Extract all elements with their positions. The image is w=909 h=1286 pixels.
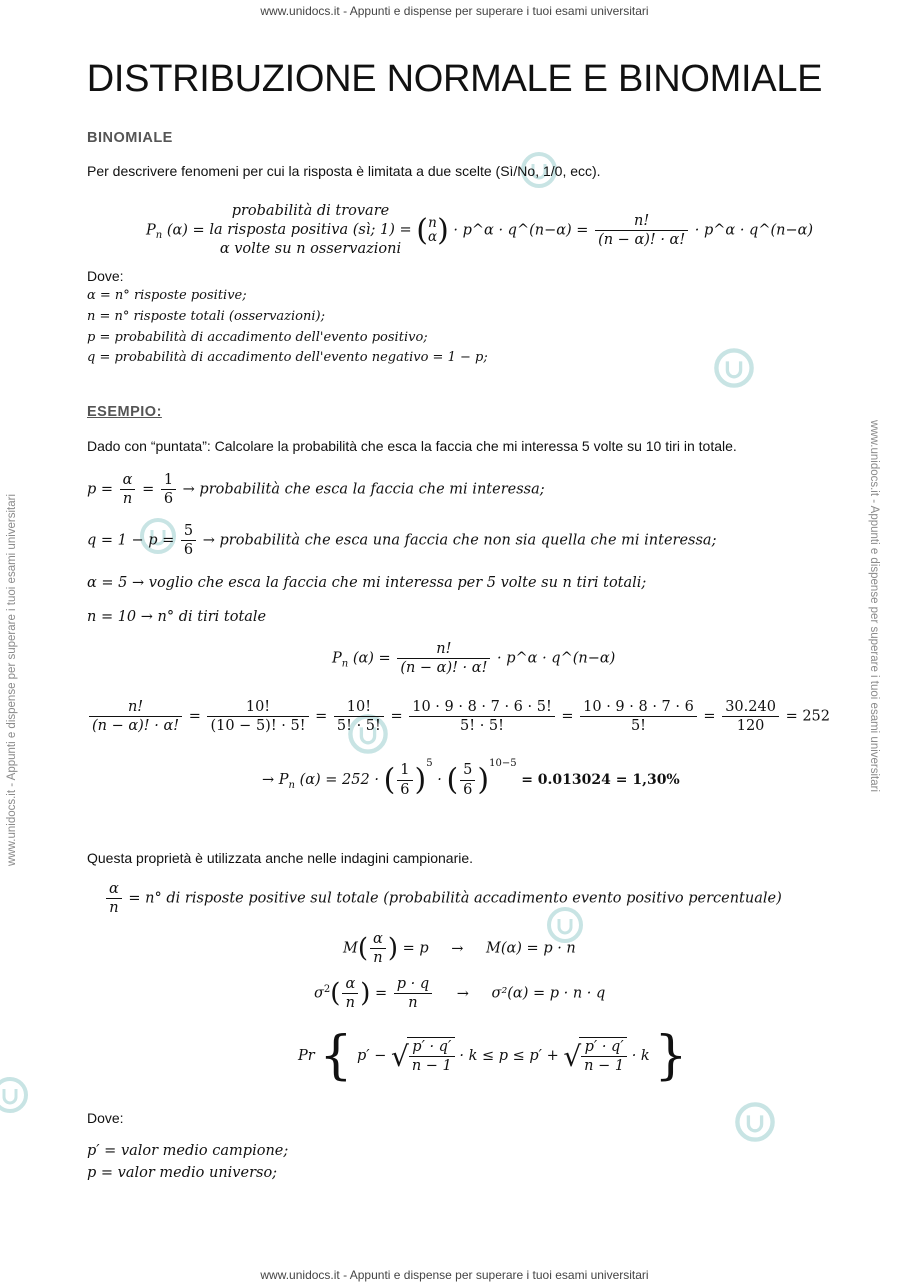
final-frac-b: [460, 761, 475, 798]
p-line-fraction-1: [120, 471, 136, 508]
mean-den: n: [373, 950, 383, 967]
formula2-lhs: P: [332, 650, 342, 667]
binom-top: n: [428, 215, 437, 232]
var-den: n: [345, 995, 355, 1012]
desc-line-3: α volte su n osservazioni: [219, 240, 402, 257]
dove-label-1: Dove:: [87, 268, 124, 284]
q-line: [87, 522, 716, 559]
formula-description: [209, 202, 411, 259]
ratio-fraction: [106, 880, 122, 917]
calc-frac-2: [207, 698, 308, 735]
final-result: = 0.013024 = 1,30%: [521, 772, 680, 788]
binom-bottom: α: [427, 229, 438, 246]
binomial-coefficient: [428, 216, 437, 244]
final-a-exp: 5: [426, 758, 433, 769]
p-line-lhs: p =: [87, 481, 114, 498]
calc-f5-num: 10 · 9 · 8 · 7 · 6: [580, 698, 697, 717]
binomial-formula: $P_n$ (α) = probabilità di trovare la risposta positiva (sì; 1) = α volte su n osservazioni ( n α ) · p^α · q^(n−α) = $\frac{n!}{(n - \alpha)! \cdot \alpha!}$ · p^α · q^(n−α): [146, 203, 814, 257]
ratio-num: α: [106, 880, 122, 899]
definition-p-prime: p′ = valor medio campione;: [87, 1143, 289, 1159]
calc-f6-den: 120: [736, 718, 765, 735]
right-side-watermark: www.unidocs.it - Appunti e dispense per superare i tuoi esami universitari: [868, 420, 880, 793]
calc-frac-1: [89, 698, 182, 735]
desc-line-1: probabilità di trovare: [231, 203, 390, 219]
var-result-fraction: [394, 975, 432, 1012]
formula2-fraction: [397, 640, 490, 677]
var-arrow: →: [456, 985, 469, 1002]
section-heading-esempio: ESEMPIO:: [87, 404, 162, 420]
var-eq: =: [375, 985, 388, 1002]
definition-p: p = probabilità di accadimento dell'evento positivo;: [87, 330, 428, 345]
calc-frac-3: [334, 698, 384, 735]
calc-f5-den: 5!: [630, 718, 647, 735]
ratio-line: [104, 880, 782, 917]
formula2-den: (n − α)! · α!: [400, 660, 488, 677]
p-line-eq: =: [142, 481, 155, 498]
binomiale-intro: Per descrivere fenomeni per cui la risposta è limitata a due scelte (Sì/No, 1/0, ecc).: [87, 163, 601, 179]
calc-frac-6: [722, 698, 779, 735]
definition-alpha: α = n° risposte positive;: [87, 288, 247, 303]
calc-f4-den: 5! · 5!: [460, 718, 504, 735]
unidocs-logo-icon: [712, 346, 756, 390]
q-frac-num: 5: [181, 522, 196, 541]
final-b-exp: 10−5: [489, 758, 517, 769]
formula2-tail: · p^α · q^(n−α): [497, 650, 616, 667]
interval-mid: · k ≤ p ≤ p′ +: [459, 1048, 559, 1064]
calc-f2-den: (10 − 5)! · 5!: [210, 718, 306, 735]
final-arg: (α) = 252 ·: [299, 772, 379, 788]
final-b-den: 6: [463, 781, 473, 798]
calc-f3-num: 10!: [334, 698, 384, 717]
formula2-lhs-arg: (α) =: [352, 650, 391, 667]
p-frac2-num: 1: [161, 471, 176, 490]
dove-label-2: Dove:: [87, 1110, 124, 1126]
mean-arrow: →: [451, 940, 464, 957]
formula-tail: · p^α · q^(n−α): [694, 222, 814, 239]
var-fraction: [342, 975, 358, 1012]
unidocs-logo-icon: [0, 1075, 30, 1115]
var-r-num: p · q: [394, 975, 432, 994]
mean-line: M( $\frac{\alpha}{n}$ ) = p → M(α) = p · n: [343, 931, 576, 967]
interval-end: · k: [631, 1048, 650, 1064]
p-frac1-num: α: [120, 471, 136, 490]
mean-rhs: M(α) = p · n: [486, 940, 576, 957]
definition-p-universe: p = valor medio universo;: [87, 1165, 278, 1181]
variance-line: $\sigma^2$( $\frac{\alpha}{n}$ ) = $\frac{p \cdot q}{n}$ → σ²(α) = p · n · q: [314, 976, 606, 1012]
p-line-desc: → probabilità che esca la faccia che mi interessa;: [182, 481, 545, 498]
sqrt2-den: n − 1: [584, 1058, 625, 1074]
calc-f6-num: 30.240: [722, 698, 779, 717]
calc-frac-5: [580, 698, 697, 735]
formula2-lhs-sub: n: [341, 658, 349, 670]
mean-lhs: M: [343, 940, 358, 957]
calc-f1-den: (n − α)! · α!: [92, 718, 180, 735]
p-frac1-den: n: [122, 491, 133, 508]
formula-middle: · p^α · q^(n−α) =: [453, 222, 589, 239]
formula-lhs-sub: n: [155, 230, 163, 242]
interval-sqrt-2: [579, 1037, 627, 1075]
calc-f4-num: 10 · 9 · 8 · 7 · 6 · 5!: [409, 698, 555, 717]
n-line: n = 10 → n° di tiri totale: [87, 609, 267, 625]
formula-fraction: [595, 212, 688, 249]
final-frac-a: [397, 761, 412, 798]
formula-lhs: P: [146, 222, 156, 239]
q-line-desc: → probabilità che esca una faccia che non sia quella che mi interessa;: [202, 532, 717, 549]
calc-line: $\frac{n!}{(n - \alpha)! \cdot \alpha!}$ = $\frac{10!}{(10 - 5)! \cdot 5!}$ = $\frac{10!}{5! \cdot 5!}$ = $\frac{10 \cdot 9 \cdot 8 \cdot 7 \cdot 6 \cdot 5!}{5! \cdot 5!}$ = $\frac{10 \cdot 9 \cdot 8 \cdot 7 \cdot 6}{5!}$ = $\frac{30.240}{120}$ = 252: [87, 698, 830, 735]
calc-f3-den: 5! · 5!: [336, 718, 381, 735]
mean-num: α: [370, 930, 386, 949]
q-line-fraction: [181, 522, 196, 559]
calc-frac-4: [409, 698, 555, 735]
section-heading-binomiale: BINOMIALE: [87, 130, 173, 146]
final-b-num: 5: [460, 761, 475, 780]
calc-result: = 252: [785, 708, 830, 725]
ratio-desc: = n° di risposte positive sul totale (probabilità accadimento evento positivo percentuale): [128, 890, 782, 907]
alpha-line: α = 5 → voglio che esca la faccia che mi interessa per 5 volte su n tiri totali;: [87, 575, 647, 591]
interval-sqrt-1: [407, 1037, 455, 1075]
q-frac-den: 6: [183, 542, 194, 559]
unidocs-logo-icon: [733, 1100, 777, 1144]
calc-f2-num: 10!: [207, 698, 308, 717]
sqrt1-num: p′ · q′: [409, 1038, 455, 1057]
esempio-problem: Dado con “puntata”: Calcolare la probabilità che esca la faccia che mi interessa 5 volte su 10 tiri in totale.: [87, 438, 737, 454]
footer-watermark: www.unidocs.it - Appunti e dispense per superare i tuoi esami universitari: [260, 1268, 649, 1282]
sqrt2-num: p′ · q′: [581, 1038, 627, 1057]
p-frac2-den: 6: [163, 491, 174, 508]
calc-f1-num: n!: [89, 698, 182, 717]
ratio-den: n: [109, 900, 119, 917]
mean-fraction: [370, 930, 386, 967]
mean-eq: = p: [402, 940, 429, 957]
fraction-num: n!: [595, 212, 688, 231]
final-a-den: 6: [400, 781, 410, 798]
formula-2: [332, 640, 615, 677]
page-title: DISTRIBUZIONE NORMALE E BINOMIALE: [86, 58, 823, 100]
formula-lhs-arg: (α) =: [166, 222, 205, 239]
var-lhs: σ: [314, 985, 324, 1002]
interval-line: Pr { p′ − √ $\frac{p' \cdot q'}{n - 1}$ · k ≤ p ≤ p′ + √ $\frac{p' \cdot q'}{n - 1}$ · k }: [298, 1026, 688, 1086]
interval-pr: Pr: [298, 1048, 315, 1064]
definition-q: q = probabilità di accadimento dell'evento negativo = 1 − p;: [87, 350, 488, 365]
final-a-num: 1: [397, 761, 412, 780]
var-rhs: σ²(α) = p · n · q: [491, 985, 606, 1002]
sqrt1-den: n − 1: [411, 1058, 452, 1074]
final-result-line: → $P_n$ (α) = 252 · ( $\frac{1}{6}$ )$^5$ · ( $\frac{5}{6}$ )$^{10-5}$ = 0.013024 = 1,30%: [262, 758, 680, 798]
var-r-den: n: [408, 995, 418, 1012]
p-line: [87, 471, 545, 508]
formula2-num: n!: [397, 640, 490, 659]
final-lead-sub: n: [288, 779, 295, 791]
desc-line-2: la risposta positiva (sì; 1) =: [209, 221, 412, 238]
campionarie-intro: Questa proprietà è utilizzata anche nelle indagini campionarie.: [87, 850, 474, 866]
definition-n: n = n° risposte totali (osservazioni);: [87, 309, 325, 324]
final-lead: → P: [262, 772, 289, 788]
header-watermark: www.unidocs.it - Appunti e dispense per superare i tuoi esami universitari: [260, 4, 649, 18]
left-side-watermark: www.unidocs.it - Appunti e dispense per superare i tuoi esami universitari: [6, 493, 18, 866]
fraction-den: (n − α)! · α!: [598, 231, 686, 248]
var-exp: 2: [323, 983, 331, 995]
q-line-lhs: q = 1 − p =: [87, 532, 175, 549]
var-num: α: [342, 975, 358, 994]
p-line-fraction-2: [161, 471, 176, 508]
interval-left: p′ −: [357, 1048, 387, 1064]
